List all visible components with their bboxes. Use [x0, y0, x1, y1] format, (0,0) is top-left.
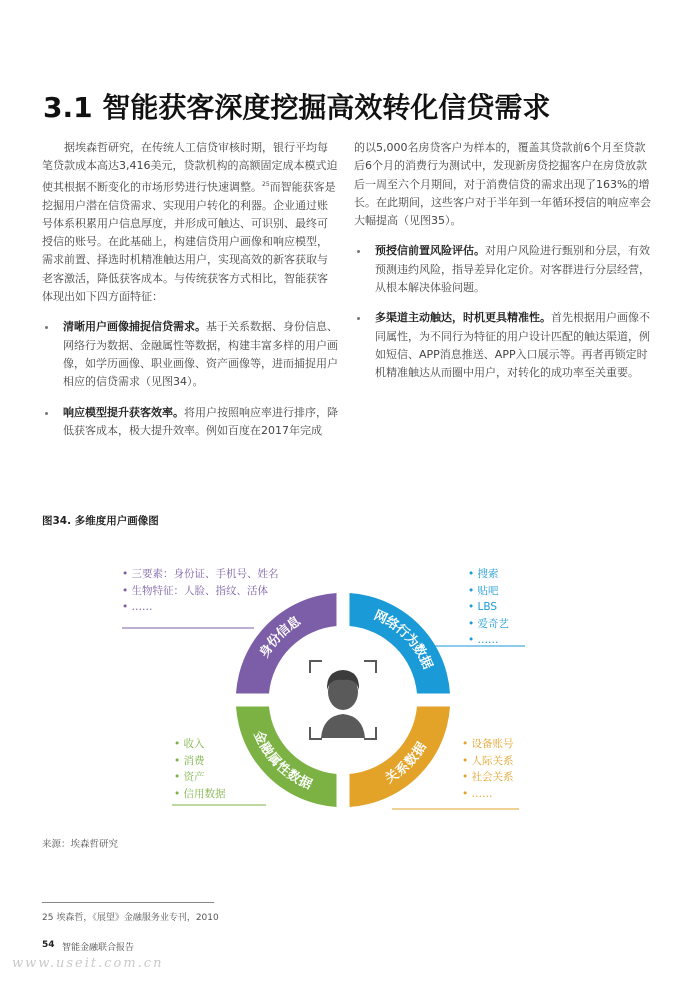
- finance-list: [174, 736, 226, 802]
- bullet-heading: 多渠道主动触达，时机更具精准性。: [375, 311, 551, 325]
- list-item: • ……: [122, 601, 153, 613]
- list-item: • 人际关系: [462, 754, 514, 767]
- footnote-divider: [42, 902, 214, 903]
- footnote: 25 埃森哲，《展望》金融服务业专刊，2010: [42, 913, 219, 923]
- bullet-heading: 清晰用户画像捕捉信贷需求。: [63, 320, 206, 334]
- bullet-body: 将用户按照响应率进行排序，降低获客成本，极大提升效率。例如百度在2017年完成: [63, 405, 338, 437]
- finance-label: 金融属性数据: [250, 728, 315, 793]
- intro-text-2: 而智能获客是挖掘用户潜在信贷需求、实现用户转化的利器。企业通过账号体系积累用户信息厚度，并形成可触达、可识别、最终可授信的账号。在此基础上，构建信贷用户画像和响应模型，需求前置、择选时机精准触达用户，实现高效的新客获取与老客激活，降低获客成本。与传统获客方式相比，智能获客体现出如下四方面特征：: [42, 180, 336, 304]
- list-item: • 三要素：身份证、手机号、姓名: [122, 568, 279, 580]
- list-item: • ……: [462, 787, 493, 800]
- bullet-heading: 预授信前置风险评估。: [375, 244, 485, 258]
- figure-title: 图34. 多维度用户画像图: [42, 515, 159, 527]
- network-list: [468, 566, 509, 649]
- page-number: 54: [42, 940, 55, 950]
- list-item: • 生物特征：人脸、指纹、活体: [122, 584, 269, 597]
- identity-list: [122, 566, 279, 616]
- list-item: • 信用数据: [174, 787, 226, 800]
- list-item: • 搜索: [468, 568, 499, 580]
- bullet-heading: 响应模型提升获客效率。: [63, 405, 184, 419]
- page-title: 3.1 智能获客深度挖掘高效转化信贷需求: [43, 91, 551, 124]
- bullet-body: 首先根据用户画像不同属性，为不同行为特征的用户设计匹配的触达渠道，例如短信、APP消息推送、APP入口展示等。再者再锁定时机精准触达从而圈中用户，对转化的成功率至关重要。: [375, 311, 650, 380]
- list-item: • LBS: [468, 601, 498, 613]
- list-item: • 社会关系: [462, 771, 514, 783]
- bullet-body: 基于关系数据、身份信息、网络行为数据、金融属性等数据，构建丰富多样的用户画像，如学历画像、职业画像、资产画像等，进而捕捉用户相应的信贷需求（见图34）。: [63, 320, 338, 389]
- list-item: • 设备账号: [462, 738, 514, 750]
- identity-label: 身份信息: [256, 613, 304, 661]
- list-item: • 资产: [174, 771, 205, 783]
- relation-segment: [350, 707, 451, 808]
- continuation-paragraph: 的以5,000名房贷客户为样本的，覆盖其贷款前6个月至贷款后6个月的消费行为测试中，发现新房贷挖掘客户在房贷放款后一周至六个月期间，对于消费信贷的需求出现了163%的增长。在此期间，这些客户对于半年到一年循环授信的响应率会大幅提高（见图35）。: [354, 141, 651, 228]
- face-scan-icon: [310, 661, 376, 739]
- list-item: • 爱奇艺: [468, 617, 510, 630]
- network-label: 网络行为数据: [371, 607, 436, 672]
- watermark: www.useit.com.cn: [12, 956, 164, 971]
- footnote-ref: 25: [262, 180, 270, 188]
- list-item: • 收入: [174, 738, 205, 750]
- relation-label: 关系数据: [382, 739, 430, 787]
- bullet-body: 对用户风险进行甄别和分层，有效预测违约风险，指导差异化定价。对客群进行分层经营，从根本解决体验问题。: [375, 244, 650, 295]
- report-name: 智能金融联合报告: [62, 943, 135, 953]
- list-item: • 消费: [174, 754, 205, 767]
- relation-list: [462, 736, 514, 802]
- intro-text-1: 据埃森哲研究，在传统人工信贷审核时期，银行平均每笔贷款成本高达3,416美元，贷款机构的高额固定成本模式迫使其根据不断变化的市场形势进行快速调整。: [42, 141, 338, 194]
- figure-source: 来源：埃森哲研究: [42, 839, 119, 850]
- list-item: • 贴吧: [468, 584, 499, 597]
- list-item: • ……: [468, 634, 499, 646]
- network-segment: [350, 593, 451, 694]
- finance-segment: [236, 707, 337, 808]
